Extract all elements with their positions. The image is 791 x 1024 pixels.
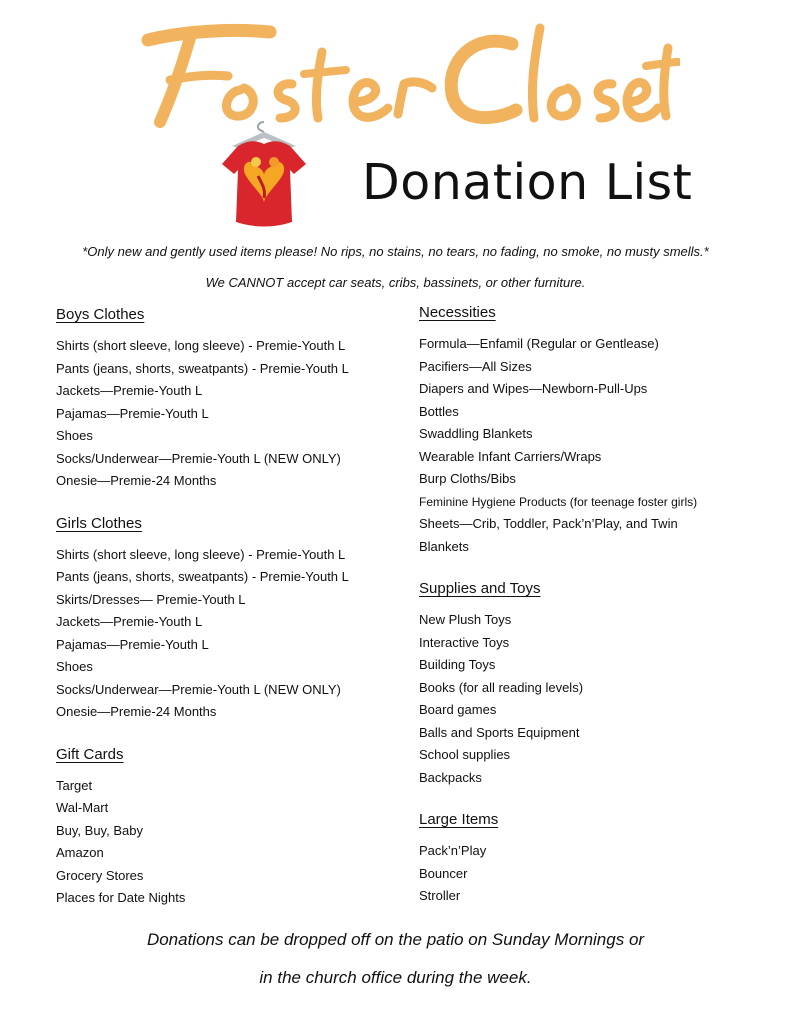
left-column xyxy=(56,303,416,929)
dropoff-note-line2: in the church office during the week. xyxy=(259,968,532,987)
shirt-hanger-icon xyxy=(218,118,310,230)
list-item: Buy, Buy, Baby xyxy=(56,822,143,838)
list-item: Shoes xyxy=(56,659,93,674)
list-item: Bouncer xyxy=(419,865,468,881)
list-item: Pacifiers—All Sizes xyxy=(419,358,532,374)
list-item: Onesie—Premie-24 Months xyxy=(56,704,217,719)
item-list xyxy=(56,335,416,493)
list-item: Balls and Sports Equipment xyxy=(419,724,580,740)
list-item: Diapers and Wipes—Newborn-Pull-Ups xyxy=(419,381,648,396)
list-item: Burp Cloths/Bibs xyxy=(419,471,516,486)
list-item: Feminine Hygiene Products (for teenage foster girls) xyxy=(419,494,698,509)
list-item: Skirts/Dresses— Premie-Youth L xyxy=(56,591,246,607)
section-heading: Supplies and Toys xyxy=(419,580,541,597)
list-item: Stroller xyxy=(419,888,461,903)
list-item: Wal-Mart xyxy=(56,800,109,815)
list-item: Wearable Infant Carriers/Wraps xyxy=(419,448,602,464)
list-item: Shirts (short sleeve, long sleeve) - Premie-Youth L xyxy=(56,546,346,562)
policy-notice: *Only new and gently used items please! No rips, no stains, no tears, no fading, no smoke, no musty smells.* xyxy=(82,244,709,259)
list-item: Socks/Underwear—Premie-Youth L (NEW ONLY) xyxy=(56,450,341,466)
list-item: Interactive Toys xyxy=(419,634,510,650)
foster-closet-logo-art xyxy=(120,10,680,130)
list-item: Pants (jeans, shorts, sweatpants) - Premie-Youth L xyxy=(56,569,349,584)
list-item: Jackets—Premie-Youth L xyxy=(56,614,203,629)
list-item: Target xyxy=(56,777,93,793)
list-item: Onesie—Premie-24 Months xyxy=(56,473,217,488)
list-item: Building Toys xyxy=(419,657,496,672)
section-heading: Gift Cards xyxy=(56,745,124,763)
item-list xyxy=(419,840,779,908)
list-item: Socks/Underwear—Premie-Youth L (NEW ONLY) xyxy=(56,681,341,697)
list-item: New Plush Toys xyxy=(419,612,512,627)
list-item: Swaddling Blankets xyxy=(419,426,533,441)
list-item: Amazon xyxy=(56,845,104,860)
page-title: Donation List xyxy=(362,154,693,211)
list-item: Blankets xyxy=(419,538,469,554)
section-necessities xyxy=(419,301,779,558)
foster-closet-logo xyxy=(120,10,680,130)
item-list xyxy=(56,775,416,910)
list-item: Bottles xyxy=(419,403,459,419)
list-item: Pajamas—Premie-Youth L xyxy=(56,636,209,652)
furniture-notice: We CANNOT accept car seats, cribs, bassinets, or other furniture. xyxy=(205,275,586,290)
list-item: Pajamas—Premie-Youth L xyxy=(56,405,209,421)
item-list xyxy=(56,544,416,724)
section-heading: Boys Clothes xyxy=(56,306,145,323)
list-item: Backpacks xyxy=(419,769,482,785)
section-heading: Girls Clothes xyxy=(56,514,142,532)
list-item: Board games xyxy=(419,702,497,717)
list-item: Books (for all reading levels) xyxy=(419,679,584,695)
list-item: Formula—Enfamil (Regular or Gentlease) xyxy=(419,336,659,351)
list-item: Pants (jeans, shorts, sweatpants) - Premie-Youth L xyxy=(56,360,349,376)
list-item: Jackets—Premie-Youth L xyxy=(56,383,203,398)
section-heading: Large Items xyxy=(419,811,499,828)
section-large-items xyxy=(419,808,779,908)
list-item: Pack’n’Play xyxy=(419,843,487,858)
section-boys-clothes xyxy=(56,303,416,493)
list-item: Places for Date Nights xyxy=(56,890,186,905)
section-heading: Necessities xyxy=(419,304,496,321)
list-item: Grocery Stores xyxy=(56,867,144,883)
item-list xyxy=(419,609,779,789)
list-item: Sheets—Crib, Toddler, Pack’n’Play, and Twin xyxy=(419,516,678,531)
list-item: Shoes xyxy=(56,428,93,443)
section-supplies-toys xyxy=(419,577,779,789)
section-girls-clothes xyxy=(56,512,416,724)
list-item: Shirts (short sleeve, long sleeve) - Premie-Youth L xyxy=(56,338,346,353)
section-gift-cards xyxy=(56,743,416,910)
item-list xyxy=(419,333,779,558)
right-column xyxy=(419,301,779,927)
dropoff-note-line1: Donations can be dropped off on the patio on Sunday Mornings or xyxy=(146,930,645,949)
list-item: School supplies xyxy=(419,747,511,762)
